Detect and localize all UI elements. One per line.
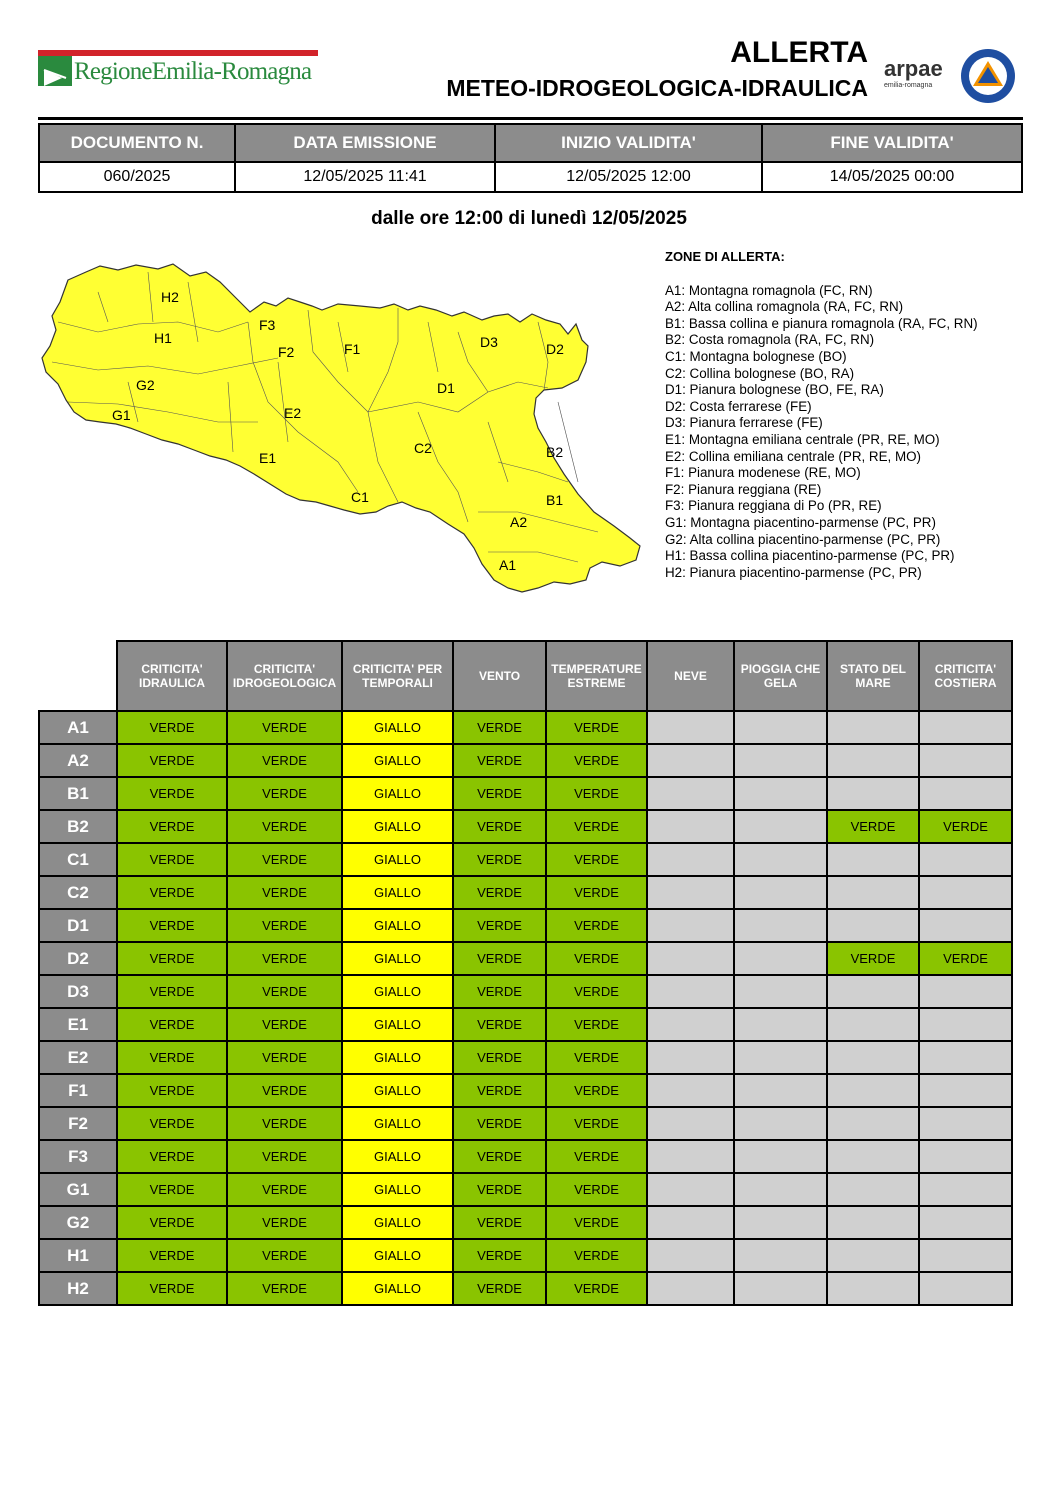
zone-code: F2: [39, 1107, 117, 1140]
alert-level-cell: [647, 777, 734, 810]
alert-level-cell: VERDE: [453, 711, 546, 744]
alert-level-cell: [647, 1008, 734, 1041]
alert-level-cell: GIALLO: [342, 1239, 453, 1272]
alert-row-h2: [39, 1272, 1012, 1305]
arpae-logo: [884, 58, 954, 100]
alert-level-cell: VERDE: [546, 1206, 647, 1239]
alert-level-cell: VERDE: [546, 777, 647, 810]
alert-level-cell: GIALLO: [342, 810, 453, 843]
alert-column-header-line: TEMPERATURE: [551, 662, 642, 676]
alert-level-cell: VERDE: [546, 909, 647, 942]
alert-column-header: [546, 641, 647, 711]
alert-level-cell: VERDE: [227, 1074, 342, 1107]
alert-level-cell: GIALLO: [342, 1074, 453, 1107]
validity-period-text: dalle ore 12:00 di lunedì 12/05/2025: [371, 208, 687, 229]
zone-legend-item: G2: Alta collina piacentino-parmense (PC, PR): [665, 531, 941, 547]
zone-code: H1: [39, 1239, 117, 1272]
alert-level-cell: [919, 744, 1012, 777]
alert-level-cell: [827, 1008, 919, 1041]
alert-level-cell: VERDE: [117, 909, 227, 942]
doc-number-value: 060/2025: [39, 162, 235, 192]
alert-level-cell: [647, 1107, 734, 1140]
zone-code: E1: [39, 1008, 117, 1041]
alert-level-cell: [647, 1206, 734, 1239]
map-label-d3: D3: [480, 334, 498, 350]
alert-level-cell: [919, 1107, 1012, 1140]
zone-legend-item: C1: Montagna bolognese (BO): [665, 348, 847, 364]
alert-level-cell: VERDE: [227, 876, 342, 909]
alert-level-cell: VERDE: [227, 1173, 342, 1206]
map-label-f1: F1: [344, 341, 361, 357]
alert-level-cell: [734, 909, 827, 942]
alert-level-cell: VERDE: [546, 1041, 647, 1074]
alert-level-cell: [734, 1206, 827, 1239]
alert-level-cell: VERDE: [117, 1206, 227, 1239]
alert-level-cell: VERDE: [117, 810, 227, 843]
alert-level-cell: VERDE: [453, 1239, 546, 1272]
logo-flag-icon: [38, 56, 72, 86]
alert-level-cell: [827, 1239, 919, 1272]
zone-code: E2: [39, 1041, 117, 1074]
alert-column-header-line: IDRAULICA: [139, 676, 205, 690]
alert-level-cell: [919, 1239, 1012, 1272]
zone-legend-item: D2: Costa ferrarese (FE): [665, 398, 812, 414]
alert-level-cell: VERDE: [117, 1041, 227, 1074]
alert-level-cell: VERDE: [546, 1173, 647, 1206]
alert-level-cell: [919, 1140, 1012, 1173]
alert-level-cell: VERDE: [227, 975, 342, 1008]
zone-legend-item: A2: Alta collina romagnola (RA, FC, RN): [665, 299, 904, 315]
emission-date-value: 12/05/2025 11:41: [235, 162, 495, 192]
alert-level-cell: VERDE: [546, 1140, 647, 1173]
zone-legend-item: H2: Pianura piacentino-parmense (PC, PR): [665, 564, 922, 580]
zone-legend-item: D1: Pianura bolognese (BO, FE, RA): [665, 382, 884, 398]
alert-row-e2: [39, 1041, 1012, 1074]
alert-column-header-line: PIOGGIA CHE: [740, 662, 821, 676]
validity-end-value: 14/05/2025 00:00: [762, 162, 1022, 192]
alert-table-header-row: [39, 641, 1012, 711]
alert-level-cell: [919, 1008, 1012, 1041]
alert-level-cell: [647, 909, 734, 942]
alert-level-cell: [734, 1074, 827, 1107]
logo-arrow-icon: [42, 66, 68, 88]
alert-level-cell: [647, 810, 734, 843]
alert-level-cell: [734, 975, 827, 1008]
alert-level-cell: GIALLO: [342, 942, 453, 975]
alert-level-cell: [734, 744, 827, 777]
page-title: ALLERTA: [730, 36, 868, 69]
alert-level-cell: VERDE: [117, 777, 227, 810]
alert-level-cell: VERDE: [117, 843, 227, 876]
alert-column-header-line: CRITICITA': [141, 662, 203, 676]
map-label-g2: G2: [136, 377, 155, 393]
map-label-b1: B1: [546, 492, 564, 508]
document-info-header-row: [39, 124, 1022, 162]
alert-column-header: [919, 641, 1012, 711]
protezione-civile-logo: [960, 48, 1016, 104]
alert-level-cell: VERDE: [453, 1107, 546, 1140]
alert-row-f3: [39, 1140, 1012, 1173]
alert-level-cell: VERDE: [546, 711, 647, 744]
alert-level-cell: VERDE: [546, 975, 647, 1008]
alert-column-header-line: VENTO: [478, 669, 521, 683]
zone-legend-item: C2: Collina bolognese (BO, RA): [665, 365, 855, 381]
zone-legend-item: H1: Bassa collina piacentino-parmense (PC, PR): [665, 548, 955, 564]
alert-level-cell: [734, 1107, 827, 1140]
zones-legend: [665, 249, 978, 581]
alert-zones-map: [38, 262, 648, 597]
alert-level-cell: GIALLO: [342, 975, 453, 1008]
alert-level-cell: VERDE: [919, 942, 1012, 975]
alert-level-cell: VERDE: [546, 810, 647, 843]
alert-level-cell: VERDE: [117, 1173, 227, 1206]
zone-legend-item: E1: Montagna emiliana centrale (PR, RE, MO): [665, 431, 940, 447]
header-divider: [38, 117, 1023, 120]
zone-legend-item: F2: Pianura reggiana (RE): [665, 481, 822, 497]
alert-level-cell: [647, 843, 734, 876]
alert-row-g2: [39, 1206, 1012, 1239]
alert-level-cell: VERDE: [546, 744, 647, 777]
alert-level-cell: GIALLO: [342, 744, 453, 777]
alert-level-cell: GIALLO: [342, 876, 453, 909]
alert-level-cell: [919, 1074, 1012, 1107]
arpae-logo-text: arpae: [884, 56, 943, 81]
map-label-d1: D1: [437, 380, 455, 396]
alert-level-cell: [827, 843, 919, 876]
alert-level-cell: VERDE: [453, 1008, 546, 1041]
alert-level-cell: [734, 1239, 827, 1272]
alert-level-cell: VERDE: [227, 711, 342, 744]
alert-level-cell: VERDE: [117, 744, 227, 777]
alert-level-cell: [919, 843, 1012, 876]
alert-column-header: [827, 641, 919, 711]
alert-level-cell: [919, 975, 1012, 1008]
alert-level-cell: [919, 711, 1012, 744]
alert-level-cell: [734, 1041, 827, 1074]
map-label-f2: F2: [278, 344, 295, 360]
alert-level-cell: VERDE: [227, 744, 342, 777]
map-label-h1: H1: [154, 330, 172, 346]
zone-code: D3: [39, 975, 117, 1008]
alert-table-body: [39, 711, 1012, 1305]
map-label-c2: C2: [414, 440, 432, 456]
zone-code: A2: [39, 744, 117, 777]
alert-level-cell: [827, 1107, 919, 1140]
alert-level-cell: [827, 1206, 919, 1239]
zone-code: C1: [39, 843, 117, 876]
map-label-b2: B2: [546, 444, 564, 460]
alert-level-cell: GIALLO: [342, 1041, 453, 1074]
validity-start-value: 12/05/2025 12:00: [495, 162, 762, 192]
alert-level-cell: [647, 1074, 734, 1107]
alert-level-cell: [827, 1140, 919, 1173]
alert-level-cell: VERDE: [827, 942, 919, 975]
alert-level-cell: VERDE: [453, 1041, 546, 1074]
alert-column-header-line: ESTREME: [567, 676, 626, 690]
regione-emilia-romagna-logo: [38, 50, 318, 90]
alert-level-cell: GIALLO: [342, 1140, 453, 1173]
alert-row-a1: [39, 711, 1012, 744]
alert-row-a2: [39, 744, 1012, 777]
alert-level-cell: [734, 1008, 827, 1041]
alert-level-cell: VERDE: [227, 1041, 342, 1074]
alert-level-cell: VERDE: [453, 843, 546, 876]
emission-date-header: DATA EMISSIONE: [235, 124, 495, 162]
map-label-e2: E2: [284, 405, 302, 421]
zone-legend-item: F1: Pianura modenese (RE, MO): [665, 465, 861, 481]
alert-level-cell: VERDE: [453, 876, 546, 909]
alert-level-cell: [827, 1041, 919, 1074]
alert-level-cell: VERDE: [453, 1074, 546, 1107]
alert-column-header-line: IDROGEOLOGICA: [232, 676, 337, 690]
alert-level-cell: VERDE: [117, 711, 227, 744]
alert-level-cell: [647, 1041, 734, 1074]
alert-level-cell: [647, 1239, 734, 1272]
alert-level-cell: [919, 1041, 1012, 1074]
zone-code: A1: [39, 711, 117, 744]
alert-level-cell: [734, 843, 827, 876]
alert-level-cell: VERDE: [546, 876, 647, 909]
alert-level-cell: GIALLO: [342, 777, 453, 810]
alert-level-cell: [647, 876, 734, 909]
alert-row-f2: [39, 1107, 1012, 1140]
alert-column-header: [342, 641, 453, 711]
alert-level-cell: VERDE: [546, 1272, 647, 1305]
alert-level-cell: GIALLO: [342, 843, 453, 876]
alert-level-cell: VERDE: [227, 1107, 342, 1140]
alert-level-cell: GIALLO: [342, 1008, 453, 1041]
alert-level-cell: VERDE: [227, 1272, 342, 1305]
zone-code: C2: [39, 876, 117, 909]
alert-level-cell: GIALLO: [342, 909, 453, 942]
alert-level-cell: VERDE: [546, 1008, 647, 1041]
alert-levels-table: [38, 640, 1013, 1306]
zone-legend-item: G1: Montagna piacentino-parmense (PC, PR): [665, 514, 936, 530]
alert-column-header: [734, 641, 827, 711]
document-info-table: [38, 123, 1023, 193]
alert-level-cell: VERDE: [546, 1074, 647, 1107]
page-subtitle: METEO-IDROGEOLOGICA-IDRAULICA: [446, 75, 868, 101]
map-label-h2: H2: [161, 289, 179, 305]
alert-level-cell: VERDE: [117, 942, 227, 975]
alert-level-cell: GIALLO: [342, 1206, 453, 1239]
alert-row-d3: [39, 975, 1012, 1008]
alert-level-cell: [734, 942, 827, 975]
alert-column-header: [117, 641, 227, 711]
alert-level-cell: VERDE: [453, 744, 546, 777]
alert-level-cell: VERDE: [227, 1008, 342, 1041]
alert-level-cell: VERDE: [453, 942, 546, 975]
zone-code: H2: [39, 1272, 117, 1305]
alert-level-cell: VERDE: [453, 909, 546, 942]
alert-row-b1: [39, 777, 1012, 810]
alert-column-header-line: CRITICITA': [253, 662, 316, 676]
alert-level-cell: VERDE: [117, 1272, 227, 1305]
map-label-d2: D2: [546, 341, 564, 357]
zone-legend-item: F3: Pianura reggiana di Po (PR, RE): [665, 498, 882, 514]
alert-level-cell: VERDE: [827, 810, 919, 843]
map-label-g1: G1: [112, 407, 131, 423]
alert-row-e1: [39, 1008, 1012, 1041]
alert-level-cell: [827, 1173, 919, 1206]
alert-level-cell: [734, 1140, 827, 1173]
zone-legend-item: A1: Montagna romagnola (FC, RN): [665, 282, 873, 298]
alert-column-header-line: GELA: [763, 676, 798, 690]
alert-level-cell: VERDE: [117, 1107, 227, 1140]
alert-column-header: [647, 641, 734, 711]
alert-level-cell: VERDE: [227, 810, 342, 843]
alert-level-cell: [647, 744, 734, 777]
alert-row-d1: [39, 909, 1012, 942]
alert-column-header-line: COSTIERA: [934, 676, 997, 690]
zone-code: F3: [39, 1140, 117, 1173]
doc-number-header: DOCUMENTO N.: [39, 124, 235, 162]
map-label-e1: E1: [259, 450, 277, 466]
alert-level-cell: [919, 777, 1012, 810]
zone-legend-item: D3: Pianura ferrarese (FE): [665, 415, 823, 431]
alert-level-cell: [919, 1272, 1012, 1305]
zone-code: D1: [39, 909, 117, 942]
zone-legend-item: B2: Costa romagnola (RA, FC, RN): [665, 332, 875, 348]
alert-level-cell: [827, 744, 919, 777]
alert-row-h1: [39, 1239, 1012, 1272]
alert-level-cell: VERDE: [117, 1074, 227, 1107]
alert-column-header: [227, 641, 342, 711]
validity-end-header: FINE VALIDITA': [762, 124, 1022, 162]
alert-level-cell: [919, 1206, 1012, 1239]
alert-column-header-line: TEMPORALI: [362, 676, 433, 690]
alert-level-cell: VERDE: [453, 975, 546, 1008]
alert-level-cell: [734, 1272, 827, 1305]
alert-level-cell: VERDE: [117, 876, 227, 909]
table-corner: [39, 641, 117, 711]
alert-level-cell: [827, 975, 919, 1008]
alert-level-cell: [647, 942, 734, 975]
alert-level-cell: VERDE: [453, 1140, 546, 1173]
alert-column-header: [453, 641, 546, 711]
alert-level-cell: GIALLO: [342, 1107, 453, 1140]
zone-code: B2: [39, 810, 117, 843]
alert-level-cell: [734, 876, 827, 909]
alert-level-cell: [734, 810, 827, 843]
map-label-a2: A2: [510, 514, 528, 530]
alert-level-cell: [734, 711, 827, 744]
alert-level-cell: [734, 1173, 827, 1206]
alert-level-cell: GIALLO: [342, 1173, 453, 1206]
validity-start-header: INIZIO VALIDITA': [495, 124, 762, 162]
zones-legend-list: [665, 283, 978, 582]
arpae-logo-subtext: emilia-romagna: [884, 82, 933, 89]
alert-row-f1: [39, 1074, 1012, 1107]
alert-row-b2: [39, 810, 1012, 843]
alert-level-cell: [647, 1173, 734, 1206]
alert-level-cell: GIALLO: [342, 1272, 453, 1305]
zone-code: G2: [39, 1206, 117, 1239]
alert-level-cell: GIALLO: [342, 711, 453, 744]
alert-level-cell: VERDE: [227, 777, 342, 810]
alert-row-d2: [39, 942, 1012, 975]
zone-code: F1: [39, 1074, 117, 1107]
alert-column-header-line: STATO DEL: [840, 662, 906, 676]
alert-row-c2: [39, 876, 1012, 909]
alert-column-header-line: NEVE: [674, 669, 707, 683]
alert-level-cell: VERDE: [453, 810, 546, 843]
alert-row-g1: [39, 1173, 1012, 1206]
alert-column-header-line: MARE: [855, 676, 891, 690]
alert-level-cell: [919, 876, 1012, 909]
alert-level-cell: VERDE: [227, 1140, 342, 1173]
alert-level-cell: [647, 711, 734, 744]
alert-level-cell: VERDE: [117, 1008, 227, 1041]
alert-level-cell: VERDE: [227, 1206, 342, 1239]
alert-level-cell: VERDE: [453, 1206, 546, 1239]
alert-level-cell: VERDE: [546, 942, 647, 975]
alert-column-header-line: CRITICITA' PER: [352, 662, 443, 676]
alert-level-cell: [919, 909, 1012, 942]
alert-level-cell: VERDE: [919, 810, 1012, 843]
map-label-c1: C1: [351, 489, 369, 505]
alert-level-cell: VERDE: [546, 1239, 647, 1272]
alert-level-cell: VERDE: [453, 1173, 546, 1206]
alert-level-cell: VERDE: [546, 843, 647, 876]
alert-level-cell: VERDE: [546, 1107, 647, 1140]
alert-level-cell: VERDE: [227, 1239, 342, 1272]
map-label-a1: A1: [499, 557, 517, 573]
alert-level-cell: [827, 1074, 919, 1107]
org-name: RegioneEmilia-Romagna: [74, 58, 312, 85]
alert-level-cell: VERDE: [453, 1272, 546, 1305]
alert-level-cell: VERDE: [227, 909, 342, 942]
alert-level-cell: VERDE: [453, 777, 546, 810]
alert-level-cell: [827, 711, 919, 744]
emilia-romagna-region-shape: [42, 264, 640, 592]
zone-legend-item: E2: Collina emiliana centrale (PR, RE, MO): [665, 448, 921, 464]
alert-level-cell: [827, 909, 919, 942]
zones-legend-title: ZONE DI ALLERTA:: [665, 249, 785, 264]
alert-level-cell: [647, 975, 734, 1008]
alert-level-cell: VERDE: [227, 843, 342, 876]
alert-level-cell: [827, 1272, 919, 1305]
alert-level-cell: [827, 777, 919, 810]
alert-level-cell: VERDE: [227, 942, 342, 975]
map-label-f3: F3: [259, 317, 276, 333]
alert-level-cell: [919, 1173, 1012, 1206]
alert-level-cell: [647, 1272, 734, 1305]
zone-code: D2: [39, 942, 117, 975]
zone-code: B1: [39, 777, 117, 810]
alert-column-header-line: CRITICITA': [934, 662, 997, 676]
alert-level-cell: [647, 1140, 734, 1173]
document-info-value-row: [39, 162, 1022, 192]
alert-level-cell: [827, 876, 919, 909]
alert-level-cell: VERDE: [117, 1140, 227, 1173]
zone-code: G1: [39, 1173, 117, 1206]
alert-row-c1: [39, 843, 1012, 876]
zone-legend-item: B1: Bassa collina e pianura romagnola (RA, FC, RN): [665, 315, 978, 331]
alert-level-cell: VERDE: [117, 1239, 227, 1272]
alert-level-cell: [734, 777, 827, 810]
alert-level-cell: VERDE: [117, 975, 227, 1008]
